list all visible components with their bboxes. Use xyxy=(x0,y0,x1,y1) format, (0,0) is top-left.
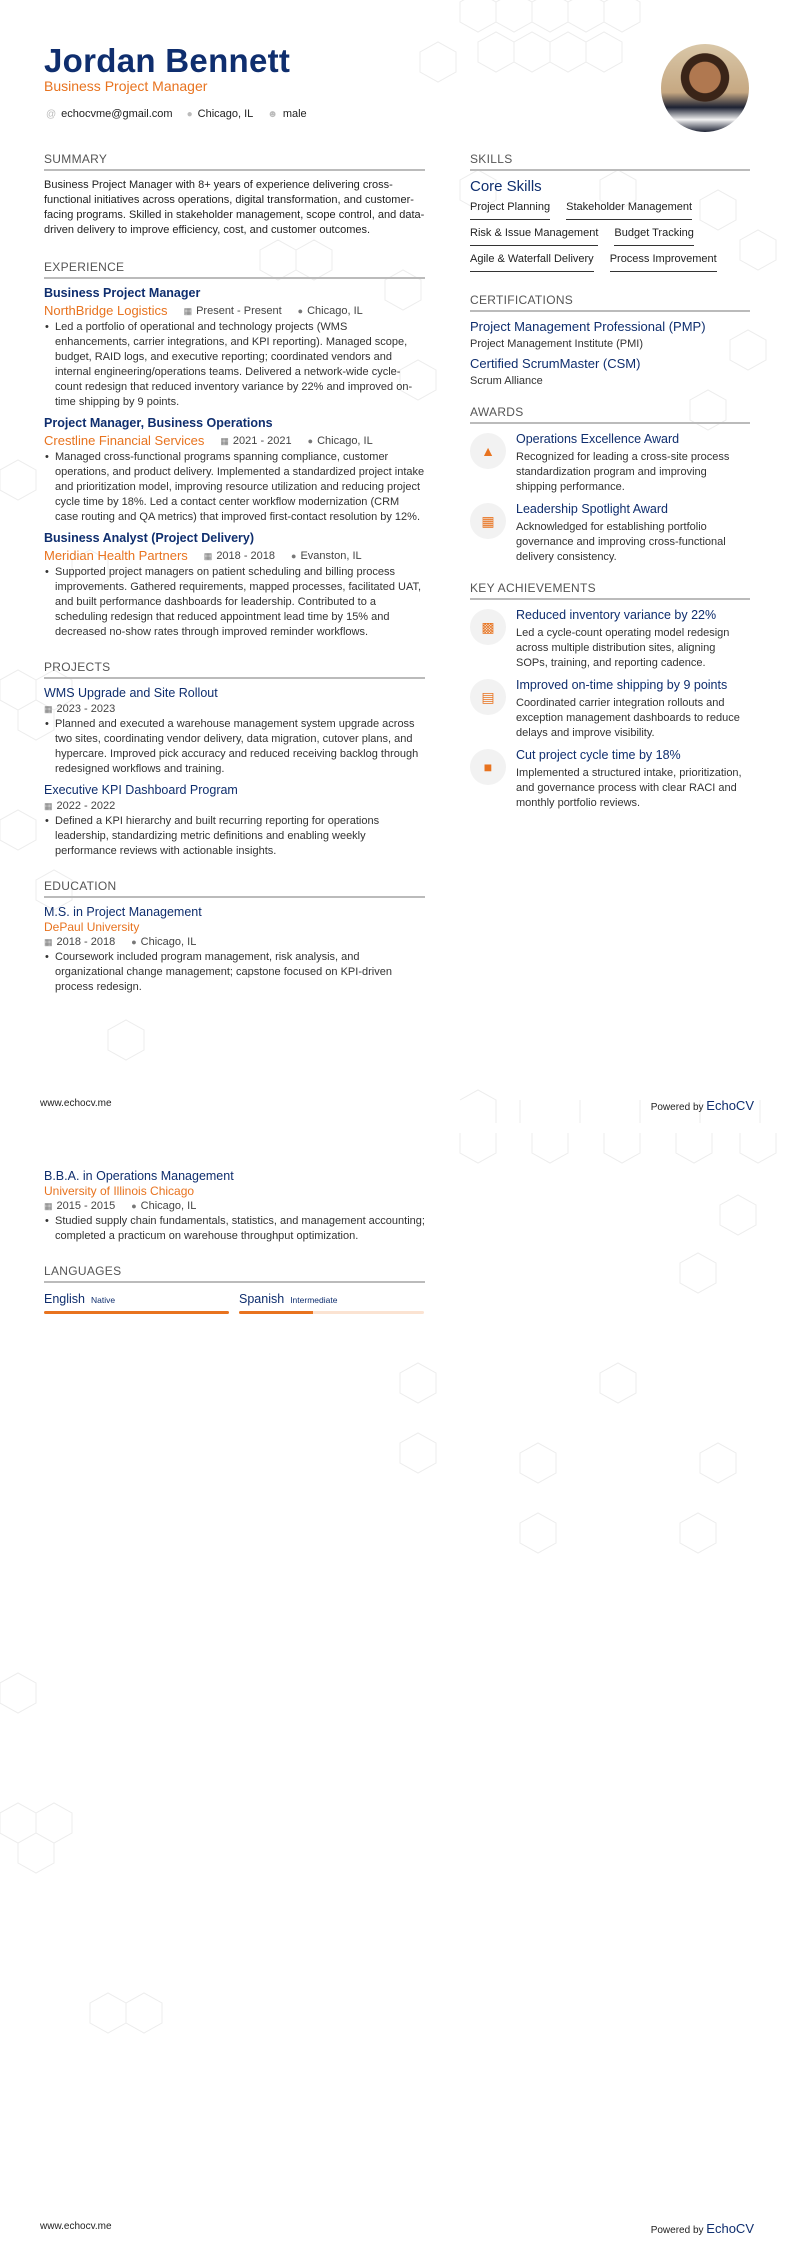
location-text: Chicago, IL xyxy=(317,434,373,447)
education-bullet: • Studied supply chain fundamentals, statistics, and management accounting; completed a practicum on warehouse throughput optimization. xyxy=(44,1214,425,1244)
dates-text: 2023 - 2023 xyxy=(56,703,116,715)
calendar-icon: ▦ xyxy=(44,801,53,811)
calendar-icon: ▦ xyxy=(220,435,229,446)
section-heading: AWARDS xyxy=(470,405,750,424)
job-dates xyxy=(184,305,282,317)
dates-text: 2018 - 2018 xyxy=(56,936,116,948)
proficiency-fill xyxy=(239,1311,313,1314)
section-heading: SUMMARY xyxy=(44,152,425,171)
experience-item xyxy=(44,531,425,640)
award-item xyxy=(470,501,750,565)
candidate-title: Business Project Manager xyxy=(44,78,208,94)
powered-by-text: Powered by xyxy=(650,2225,704,2236)
project-name: Executive KPI Dashboard Program xyxy=(44,783,238,797)
left-column xyxy=(44,1163,425,1314)
powered-by xyxy=(651,1098,754,1113)
achievement-item xyxy=(470,747,750,811)
skills-list xyxy=(470,197,750,275)
proficiency-fill xyxy=(44,1311,229,1314)
achievement-desc: Implemented a structured intake, prioritization, and governance process with clear RACI and monthly portfolio reviews. xyxy=(516,767,742,809)
language-name: English xyxy=(44,1292,85,1306)
award-desc: Acknowledged for establishing portfolio governance and improving cross-functional delivery consistency. xyxy=(516,521,726,563)
location-pin-icon: ● xyxy=(131,937,137,947)
job-dates xyxy=(220,435,291,447)
project-meta xyxy=(44,703,425,715)
language-item xyxy=(239,1290,424,1314)
job-bullet: • Supported project managers on patient scheduling and billing process improvements. Gathered requirements, mapped processes, facilitated UAT, and built performance dashboards for leadership. Contributed to a scheduling redesign that reduced appointment lead time by 15% and decreased no-show rates through improved reminder workflows. xyxy=(44,565,425,640)
achievement-desc: Led a cycle-count operating model redesign across multiple distribution sites, aligning SOPs, training, and reporting cadence. xyxy=(516,627,730,669)
education-meta xyxy=(44,1200,425,1212)
project-bullet: • Planned and executed a warehouse management system upgrade across two sites, coordinating vendor delivery, data migration, cutover plans, and hypercare. Improved pick accuracy and reduced receiving backlog through redesigned workflows and training. xyxy=(44,717,425,777)
cake-icon: ▤ xyxy=(470,679,506,715)
skill-tag: Stakeholder Management xyxy=(566,197,692,220)
calendar-icon: ▦ xyxy=(44,1201,53,1211)
page-footer xyxy=(40,2221,754,2236)
left-column xyxy=(44,152,425,995)
education-dates xyxy=(44,1200,115,1212)
school-name: DePaul University xyxy=(44,920,140,934)
dates-text: 2015 - 2015 xyxy=(56,1200,116,1212)
section-heading: SKILLS xyxy=(470,152,750,171)
award-desc: Recognized for leading a cross-site process standardization program and improving shipping performance. xyxy=(516,451,730,493)
school-name: University of Illinois Chicago xyxy=(44,1184,195,1198)
education-item xyxy=(44,905,425,995)
skills-group-title: Core Skills xyxy=(470,178,542,195)
experience-section xyxy=(44,260,425,640)
project-dates xyxy=(44,703,115,715)
project-dates xyxy=(44,800,115,812)
calendar-icon: ▦ xyxy=(44,704,53,714)
project-bullet: • Defined a KPI hierarchy and built recurring reporting for operations leadership, standardizing metric definitions and enabling weekly performance reviews with actionable insights. xyxy=(44,814,425,859)
person-icon: ☻ xyxy=(267,109,278,120)
at-icon: @ xyxy=(46,109,57,120)
job-dates xyxy=(204,550,275,562)
language-proficiency-bar xyxy=(239,1311,424,1314)
achievement-title: Cut project cycle time by 18% xyxy=(516,748,681,762)
education-dates xyxy=(44,936,115,948)
location-pin-icon: ● xyxy=(131,1201,137,1211)
calendar-icon: ▦ xyxy=(44,937,53,947)
contact-info xyxy=(46,108,307,120)
experience-item xyxy=(44,286,425,410)
summary-text: Business Project Manager with 8+ years of experience delivering cross-functional initiatives across operations, digital transformation, and customer-facing programs. Skilled in stakeholder management, scope control, and data-driven delivery to improve efficiency, cost, and customer outcomes. xyxy=(44,179,425,236)
company-name: Meridian Health Partners xyxy=(44,548,188,563)
section-heading: PROJECTS xyxy=(44,660,425,679)
education-meta xyxy=(44,936,425,948)
certifications-section xyxy=(470,293,750,387)
degree: M.S. in Project Management xyxy=(44,905,202,919)
bar-chart-icon: ▩ xyxy=(470,609,506,645)
contact-gender xyxy=(267,108,306,120)
calendar-chart-icon: ▦ xyxy=(470,503,506,539)
certification-issuer: Project Management Institute (PMI) xyxy=(470,338,644,350)
job-meta xyxy=(44,548,425,563)
award-title: Operations Excellence Award xyxy=(516,432,680,446)
dates-text: 2018 - 2018 xyxy=(216,549,276,562)
language-item xyxy=(44,1290,229,1314)
job-role: Business Analyst (Project Delivery) xyxy=(44,531,255,545)
location-pin-icon: ● xyxy=(297,305,304,316)
job-role: Project Manager, Business Operations xyxy=(44,416,273,430)
clipboard-icon: ■ xyxy=(470,749,506,785)
education-section xyxy=(44,879,425,995)
job-location xyxy=(298,305,363,317)
section-heading: CERTIFICATIONS xyxy=(470,293,750,312)
certification-name: Certified ScrumMaster (CSM) xyxy=(470,356,641,371)
degree: B.B.A. in Operations Management xyxy=(44,1169,234,1183)
location-text: Chicago, IL xyxy=(140,936,197,948)
calendar-icon: ▦ xyxy=(203,550,213,561)
job-location xyxy=(291,550,362,562)
education-item xyxy=(44,1169,425,1244)
location-text: Chicago, IL xyxy=(307,304,363,317)
job-bullet: • Led a portfolio of operational and technology projects (WMS enhancements, carrier integrations, and KPI reporting). Managed scope, budget, RAID logs, and executive reporting; coordinated vendors and internal engineering/operations teams. Delivered a network-wide cycle-count redesign that reduced inventory variance by 22% and improved on-time shipping by 9 points. xyxy=(44,320,425,410)
location-pin-icon: ● xyxy=(291,550,297,561)
achievement-title: Reduced inventory variance by 22% xyxy=(516,608,717,622)
project-name: WMS Upgrade and Site Rollout xyxy=(44,686,218,700)
resume-page-2 xyxy=(0,1123,794,2246)
achievement-desc: Coordinated carrier integration rollouts and exception management dashboards to reduce delays and improve visibility. xyxy=(516,697,740,739)
project-item xyxy=(44,783,425,859)
language-level: Native xyxy=(91,1295,116,1305)
award-title: Leadership Spotlight Award xyxy=(516,502,668,516)
location-text: Evanston, IL xyxy=(300,549,362,562)
awards-section xyxy=(470,405,750,565)
job-bullet: • Managed cross-functional programs spanning compliance, customer operations, and product delivery. Implemented a standardized project intake and prioritization model, improving resource utilization and reducing project cycle time by 18%. Led a contact center workflow modernization (CRM case routing and QA metrics) that improved first-contact resolution by 12%. xyxy=(44,450,425,525)
achievement-title: Improved on-time shipping by 9 points xyxy=(516,678,728,692)
achievements-section xyxy=(470,581,750,811)
location-pin-icon: ● xyxy=(307,435,314,446)
award-item xyxy=(470,431,750,495)
job-meta xyxy=(44,433,425,448)
skill-tag: Budget Tracking xyxy=(614,223,694,246)
location-text: Chicago, IL xyxy=(140,1200,197,1212)
language-proficiency-bar xyxy=(44,1311,229,1314)
achievement-item xyxy=(470,607,750,671)
section-heading: EDUCATION xyxy=(44,879,425,898)
certification-name: Project Management Professional (PMP) xyxy=(470,319,706,334)
summary-section xyxy=(44,152,425,238)
skills-section xyxy=(470,152,750,275)
candidate-name: Jordan Bennett xyxy=(44,42,291,79)
languages-section xyxy=(44,1264,425,1314)
powered-by xyxy=(651,2221,754,2236)
contact-location xyxy=(187,108,254,120)
calendar-icon: ▦ xyxy=(183,305,193,316)
education-bullet: • Coursework included program management, risk analysis, and organizational change management; capstone focused on KPI-driven process redesign. xyxy=(44,950,425,995)
achievement-item xyxy=(470,677,750,741)
projects-section xyxy=(44,660,425,859)
powered-by-text: Powered by xyxy=(650,1102,704,1113)
skill-tag: Process Improvement xyxy=(610,249,717,272)
skill-tag: Agile & Waterfall Delivery xyxy=(470,249,594,272)
job-location xyxy=(308,435,373,447)
footer-site-link[interactable]: www.echocv.me xyxy=(40,2221,112,2232)
contact-email[interactable] xyxy=(46,108,173,120)
job-role: Business Project Manager xyxy=(44,286,201,300)
section-heading: KEY ACHIEVEMENTS xyxy=(470,581,750,600)
skill-tag: Risk & Issue Management xyxy=(470,223,598,246)
languages-list xyxy=(44,1290,425,1314)
dates-text: Present - Present xyxy=(196,304,282,317)
right-column xyxy=(470,152,750,817)
language-name: Spanish xyxy=(239,1292,285,1306)
certification-issuer: Scrum Alliance xyxy=(470,375,543,387)
page-footer xyxy=(40,1098,754,1113)
email-text: echocvme@gmail.com xyxy=(61,108,173,120)
dates-text: 2022 - 2022 xyxy=(56,800,116,812)
section-heading: LANGUAGES xyxy=(44,1264,425,1283)
flask-icon: ▲ xyxy=(470,433,506,469)
footer-site-link[interactable]: www.echocv.me xyxy=(40,1098,112,1109)
brand-logo: EchoCV xyxy=(706,2221,754,2236)
company-name: Crestline Financial Services xyxy=(44,433,205,448)
skill-tag: Project Planning xyxy=(470,197,550,220)
job-meta xyxy=(44,303,425,318)
brand-logo: EchoCV xyxy=(706,1098,754,1113)
experience-item xyxy=(44,416,425,525)
gender-text: male xyxy=(282,108,307,120)
language-level: Intermediate xyxy=(290,1295,338,1305)
profile-photo xyxy=(661,44,749,132)
project-item xyxy=(44,686,425,777)
education-location xyxy=(131,1200,196,1212)
location-text: Chicago, IL xyxy=(197,108,254,120)
project-meta xyxy=(44,800,425,812)
education-location xyxy=(131,936,196,948)
dates-text: 2021 - 2021 xyxy=(232,434,292,447)
section-heading: EXPERIENCE xyxy=(44,260,425,279)
company-name: NorthBridge Logistics xyxy=(44,303,168,318)
location-pin-icon: ● xyxy=(186,109,193,120)
